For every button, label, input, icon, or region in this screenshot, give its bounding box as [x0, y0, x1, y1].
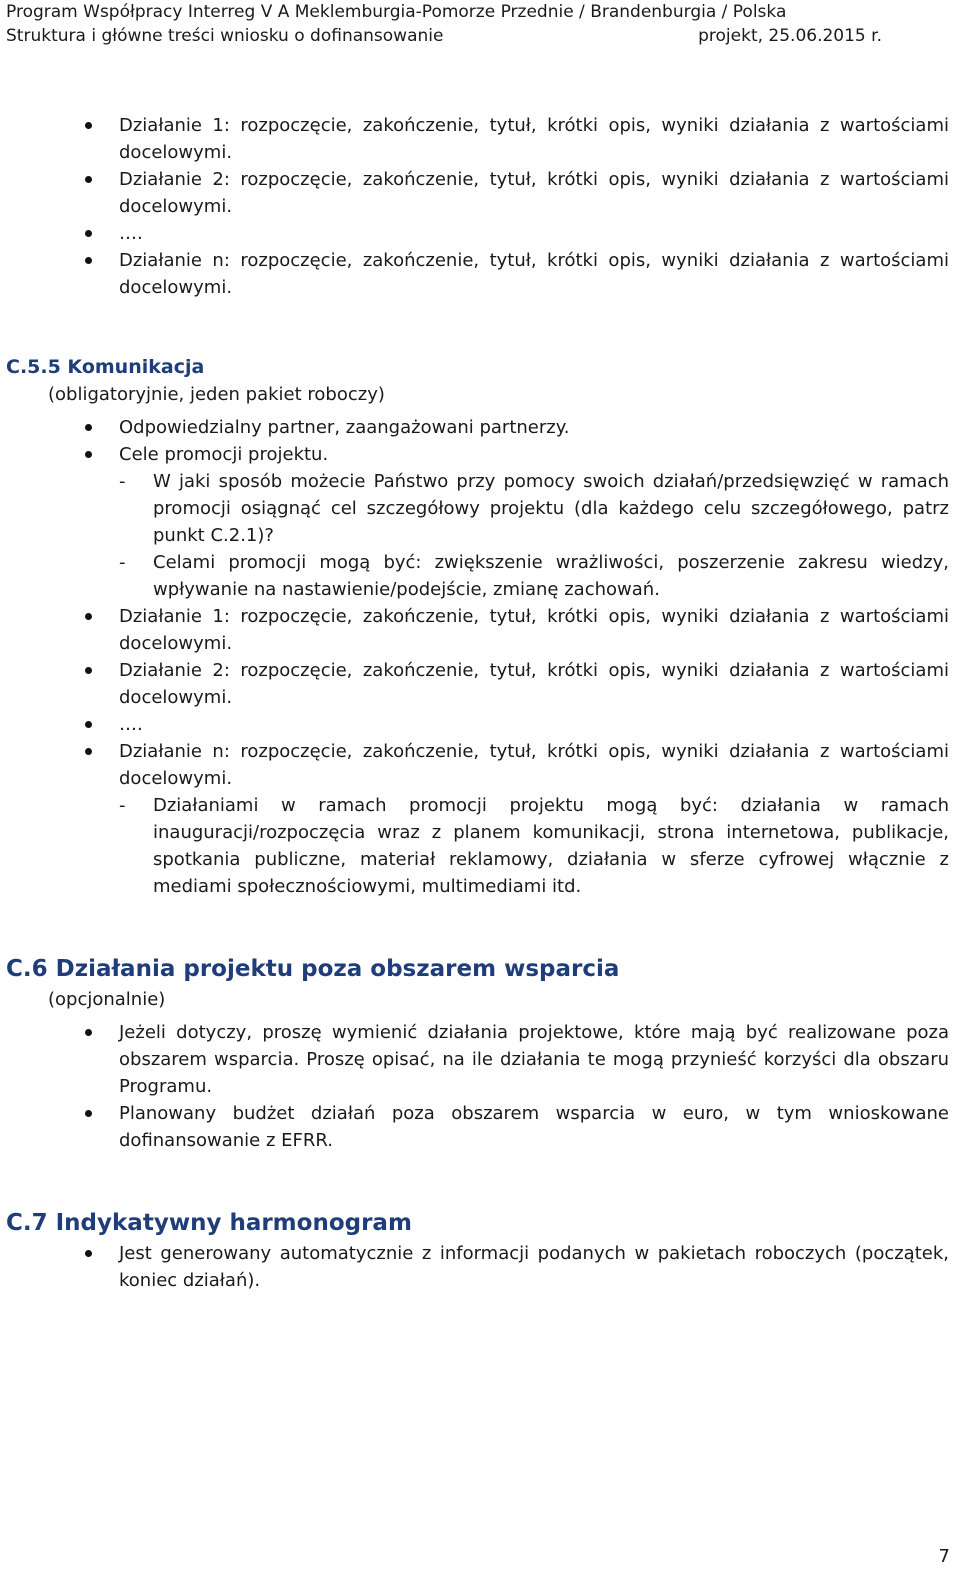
bullet-icon: [85, 721, 92, 728]
page-header: [6, 0, 956, 48]
section-heading-c7: C.7 Indykatywny harmonogram: [6, 1210, 412, 1236]
bullet-icon: [85, 257, 92, 264]
list-item: Jeżeli dotyczy, proszę wymienić działania projektowe, które mają być realizowane poza obszarem wsparcia. Proszę opisać, na ile działania te mogą przynieść korzyści dla obszaru Programu.: [119, 1022, 949, 1097]
bullet-icon: [85, 1029, 92, 1036]
list-item: Działanie 1: rozpoczęcie, zakończenie, tytuł, krótki opis, wyniki działania z wartościami docelowymi.: [119, 115, 949, 163]
header-program-title: Program Współpracy Interreg V A Meklemburgia-Pomorze Przednie / Brandenburgia / Polska: [6, 2, 787, 22]
page-number: 7: [938, 1546, 950, 1567]
list-item: ….: [119, 223, 143, 244]
section-note: (obligatoryjnie, jeden pakiet roboczy): [48, 384, 385, 405]
bullet-icon: [85, 1250, 92, 1257]
list-item: Działanie 1: rozpoczęcie, zakończenie, tytuł, krótki opis, wyniki działania z wartościami docelowymi.: [119, 606, 949, 654]
list-item: ….: [119, 714, 143, 735]
list-item: Działanie 2: rozpoczęcie, zakończenie, tytuł, krótki opis, wyniki działania z wartościami docelowymi.: [119, 169, 949, 217]
list-item: Cele promocji projektu.: [119, 444, 329, 465]
bullet-icon: [85, 122, 92, 129]
list-item: Planowany budżet działań poza obszarem wsparcia w euro, w tym wnioskowane dofinansowanie z EFRR.: [119, 1103, 949, 1151]
bullet-icon: [85, 667, 92, 674]
bullet-icon: [85, 451, 92, 458]
header-document-title: Struktura i główne treści wniosku o dofinansowanie: [6, 26, 444, 46]
dash-marker: -: [119, 552, 126, 573]
list-item: Jest generowany automatycznie z informacji podanych w pakietach roboczych (początek, koniec działań).: [119, 1243, 949, 1291]
dash-item: Celami promocji mogą być: zwiększenie wrażliwości, poszerzenie zakresu wiedzy, wpływanie na nastawienie/podejście, zmianę zachowań.: [153, 552, 949, 600]
bullet-icon: [85, 424, 92, 431]
dash-marker: -: [119, 795, 126, 816]
bullet-icon: [85, 1110, 92, 1117]
dash-item: Działaniami w ramach promocji projektu mogą być: działania w ramach inauguracji/rozpoczęcia wraz z planem komunikacji, strona internetowa, publikacje, spotkania publiczne, materiał reklamowy, działania w sferze cyfrowej włącznie z mediami społecznościowymi, multimediami itd.: [153, 795, 949, 897]
list-item: Odpowiedzialny partner, zaangażowani partnerzy.: [119, 417, 570, 438]
list-item: Działanie n: rozpoczęcie, zakończenie, tytuł, krótki opis, wyniki działania z wartościami docelowymi.: [119, 250, 949, 298]
bullet-icon: [85, 176, 92, 183]
header-version-date: projekt, 25.06.2015 r.: [698, 26, 882, 46]
section-heading-c55: C.5.5 Komunikacja: [6, 356, 205, 378]
bullet-icon: [85, 230, 92, 237]
section-note: (opcjonalnie): [48, 989, 166, 1010]
bullet-icon: [85, 748, 92, 755]
dash-marker: -: [119, 471, 126, 492]
list-item: Działanie 2: rozpoczęcie, zakończenie, tytuł, krótki opis, wyniki działania z wartościami docelowymi.: [119, 660, 949, 708]
list-item: Działanie n: rozpoczęcie, zakończenie, tytuł, krótki opis, wyniki działania z wartościami docelowymi.: [119, 741, 949, 789]
section-heading-c6: C.6 Działania projektu poza obszarem wsparcia: [6, 956, 620, 982]
bullet-icon: [85, 613, 92, 620]
dash-item: W jaki sposób możecie Państwo przy pomocy swoich działań/przedsięwzięć w ramach promocji osiągnąć cel szczegółowy projektu (dla każdego celu szczegółowego, patrz punkt C.2.1)?: [153, 471, 949, 546]
